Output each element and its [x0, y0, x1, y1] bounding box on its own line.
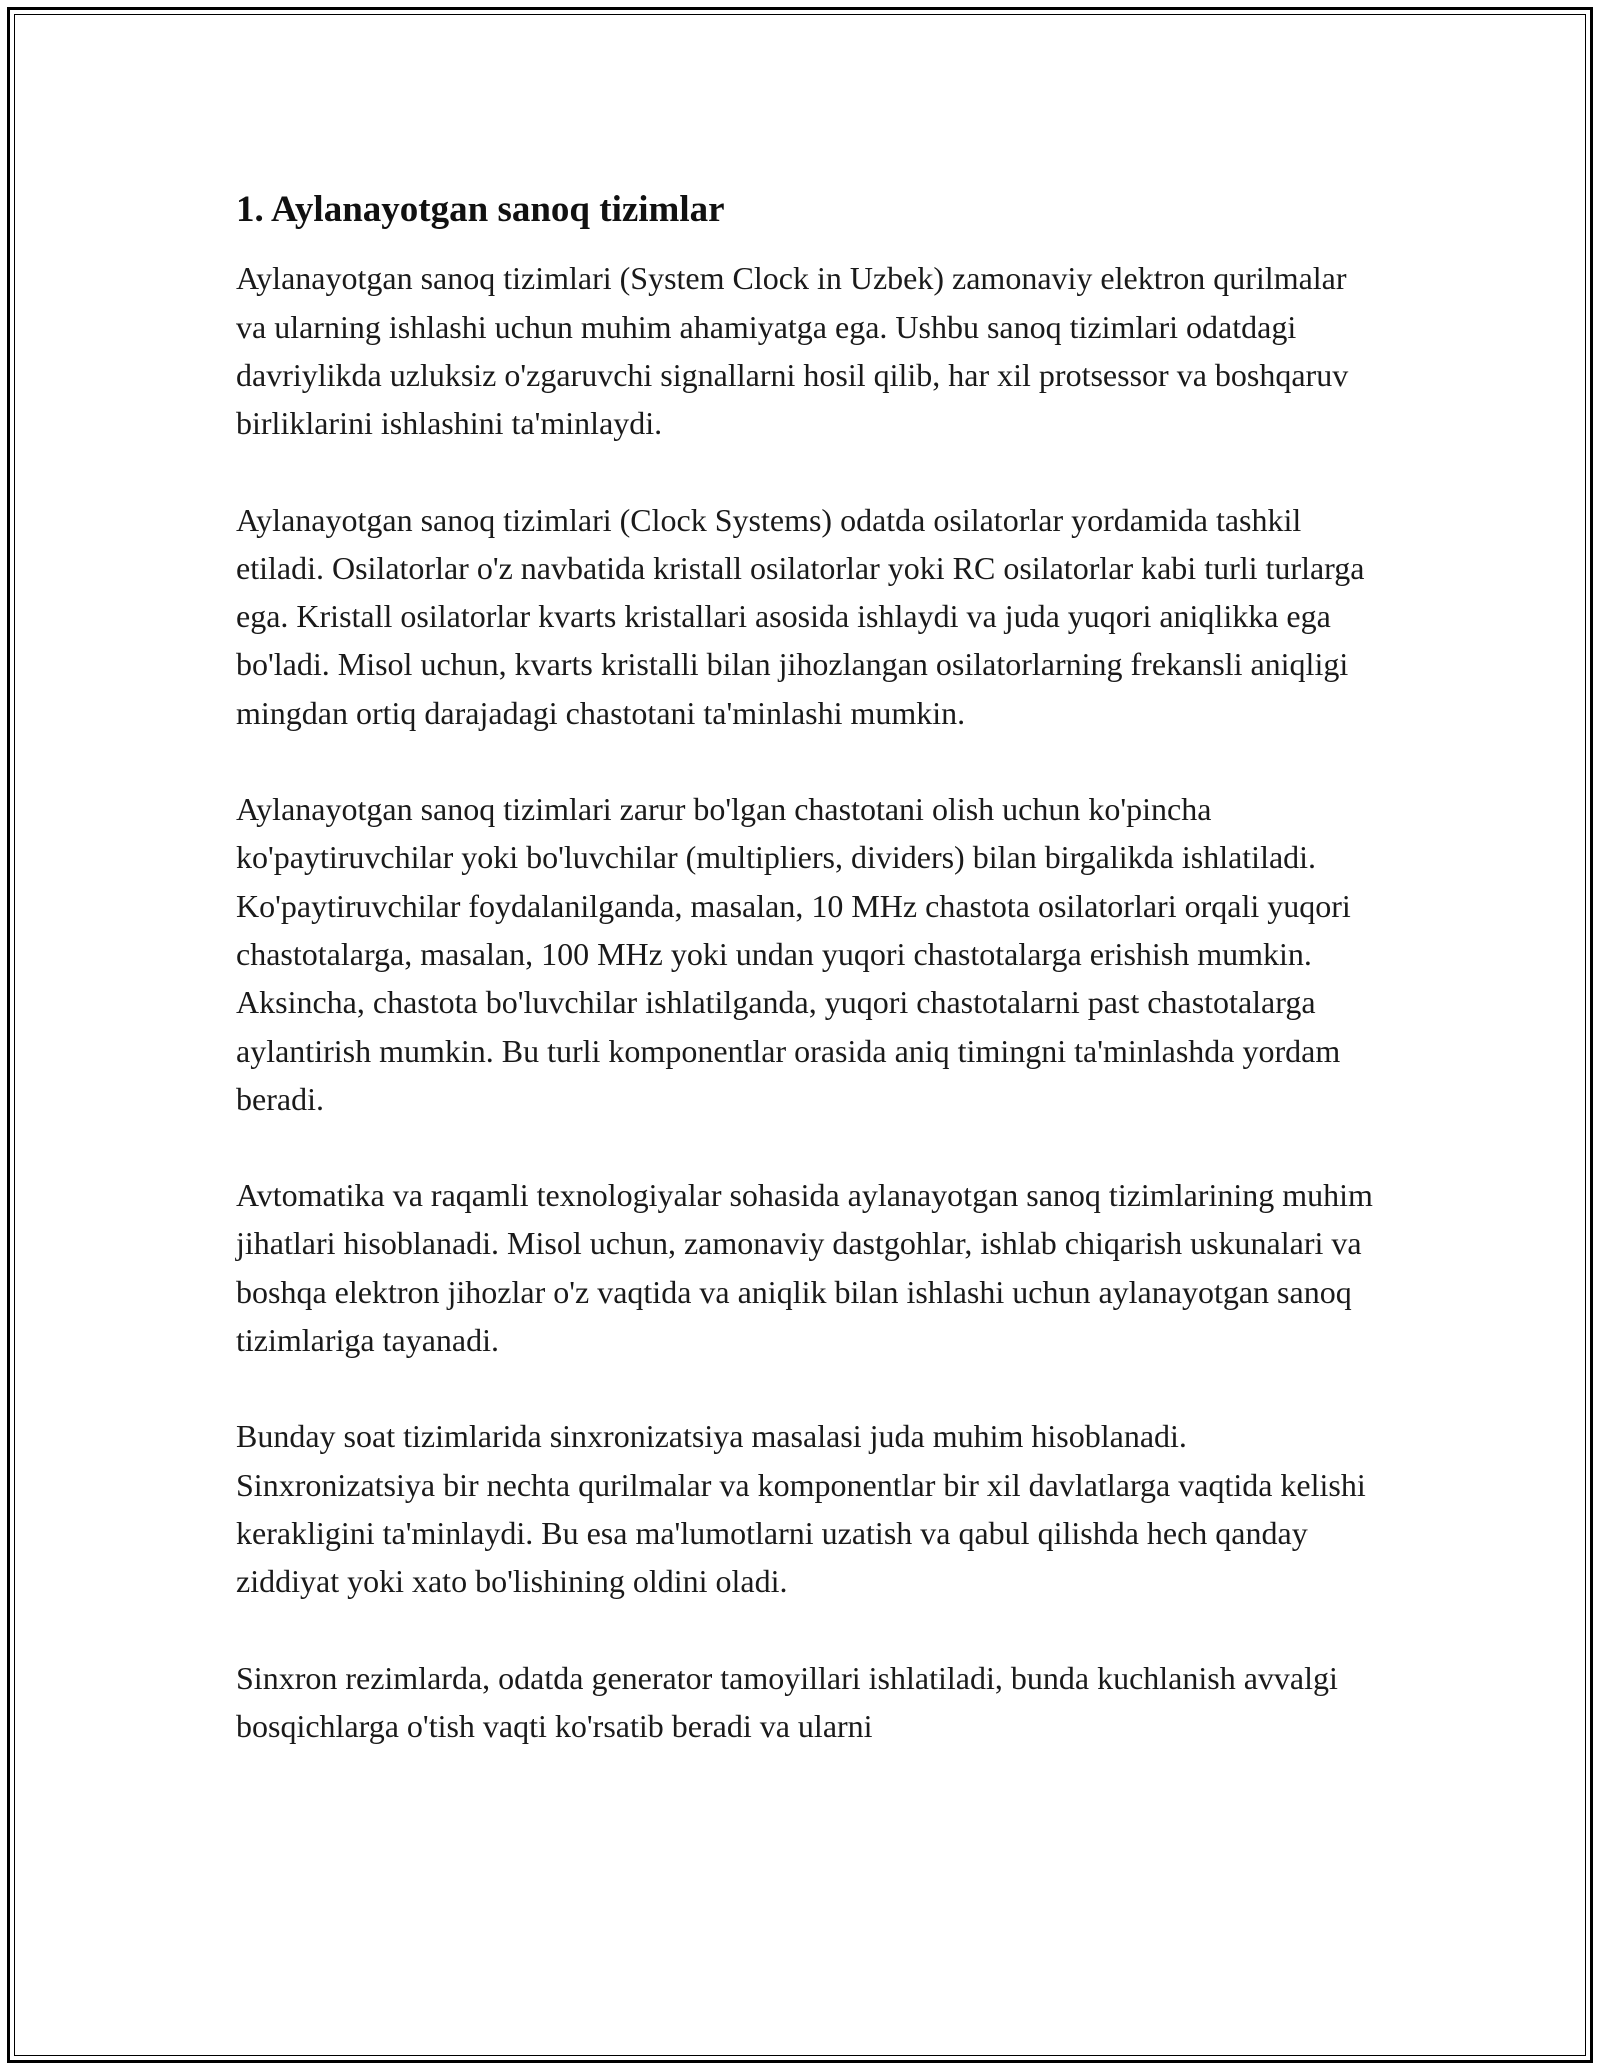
- document-body: [236, 188, 1376, 1798]
- paragraph-1: Aylanayotgan sanoq tizimlari (System Clock in Uzbek) zamonaviy elektron qurilmalar va ularning ishlashi uchun muhim ahamiyatga ega. Ushbu sanoq tizimlari odatdagi davriylikda uzluksiz o'zgaruvchi signallarni hosil qilib, har xil protsessor va boshqaruv birliklarini ishlashini ta'minlaydi.: [236, 260, 1349, 442]
- paragraph-6: Sinxron rezimlarda, odatda generator tamoyillari ishlatiladi, bunda kuchlanish avvalgi bosqichlarga o'tish vaqti ko'rsatib beradi va ularni: [236, 1659, 1338, 1744]
- paragraph-4: Avtomatika va raqamli texnologiyalar sohasida aylanayotgan sanoq tizimlarining muhim jihatlari hisoblanadi. Misol uchun, zamonaviy dastgohlar, ishlab chiqarish uskunalari va boshqa elektron jihozlar o'z vaqtida va aniqlik bilan ishlashi uchun aylanayotgan sanoq tizimlariga tayanadi.: [236, 1177, 1373, 1359]
- paragraph-3: Aylanayotgan sanoq tizimlari zarur bo'lgan chastotani olish uchun ko'pincha ko'paytiruvchilar yoki bo'luvchilar (multipliers, dividers) bilan birgalikda ishlatiladi. Ko'paytiruvchilar foydalanilganda, masalan, 10 MHz chastota osilatorlari orqali yuqori chastotalarga, masalan, 100 MHz yoki undan yuqori chastotalarga erishish mumkin. Aksincha, chastota bo'luvchilar ishlatilganda, yuqori chastotalarni past chastotalarga aylantirish mumkin. Bu turli komponentlar orasida aniq timingni ta'minlashda yordam beradi.: [236, 791, 1351, 1117]
- paragraph-5: Bunday soat tizimlarida sinxronizatsiya masalasi juda muhim hisoblanadi. Sinxronizatsiya bir nechta qurilmalar va komponentlar bir xil davlatlarga vaqtida kelishi kerakligini ta'minlaydi. Bu esa ma'lumotlarni uzatish va qabul qilishda hech qanday ziddiyat yoki xato bo'lishining oldini oladi.: [236, 1418, 1366, 1600]
- paragraph-2: Aylanayotgan sanoq tizimlari (Clock Systems) odatda osilatorlar yordamida tashkil etiladi. Osilatorlar o'z navbatida kristall osilatorlar yoki RC osilatorlar kabi turli turlarga ega. Kristall osilatorlar kvarts kristallari asosida ishlaydi va juda yuqori aniqlikka ega bo'ladi. Misol uchun, kvarts kristalli bilan jihozlangan osilatorlarning frekansli aniqligi mingdan ortiq darajadagi chastotani ta'minlashi mumkin.: [236, 501, 1365, 731]
- section-heading: 1. Aylanayotgan sanoq tizimlar: [236, 189, 725, 230]
